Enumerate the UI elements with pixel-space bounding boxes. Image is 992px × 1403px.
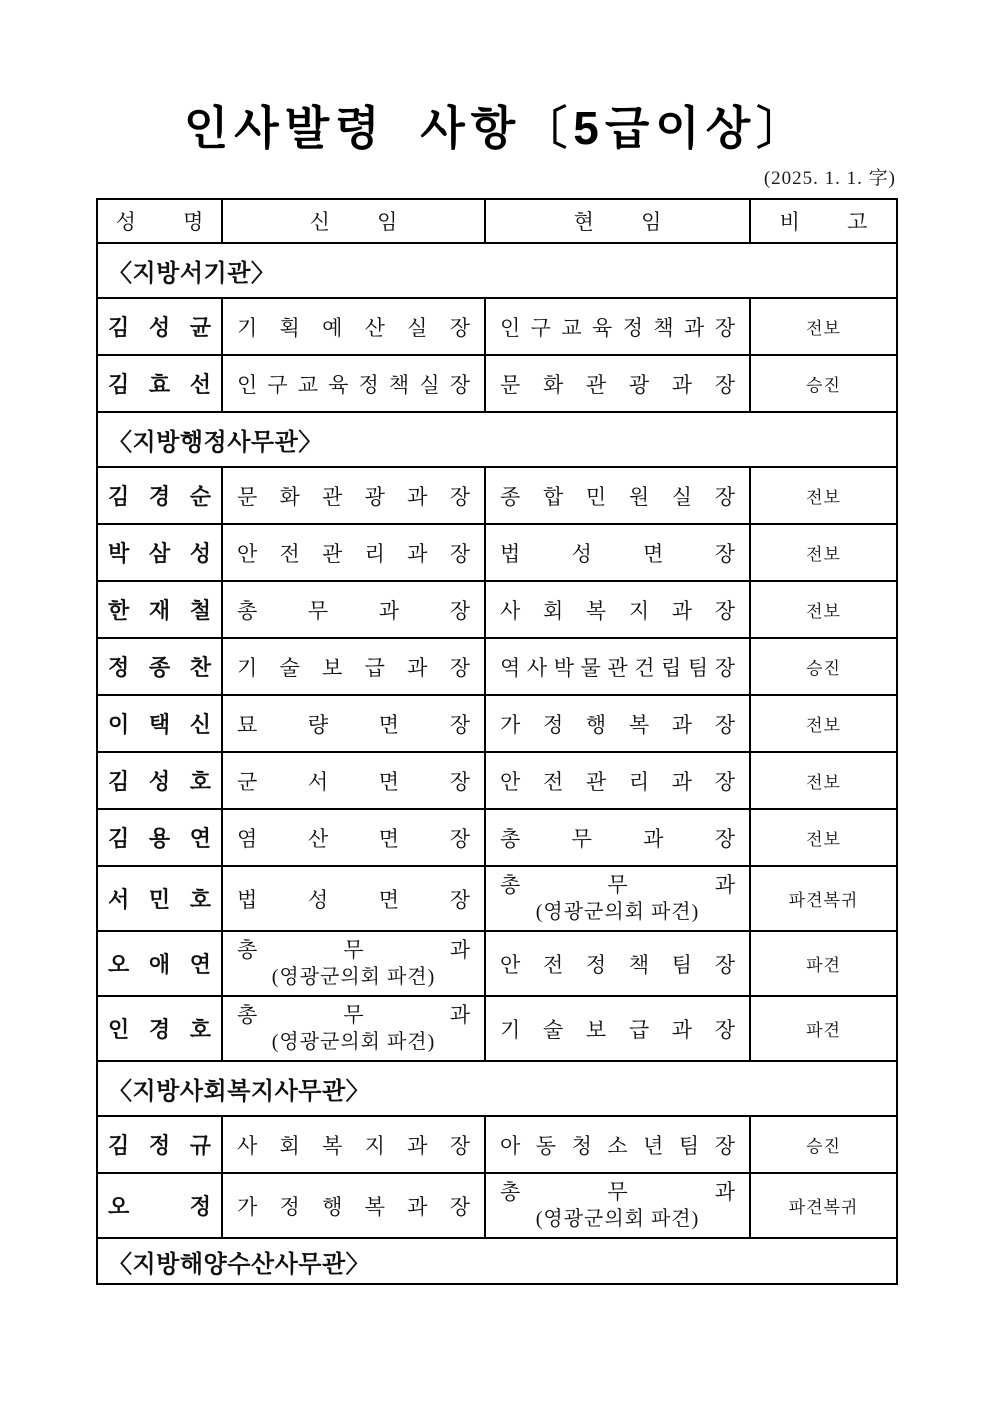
table-row [97,467,897,524]
name-cell: 한 재 철 [97,581,222,638]
name-cell: 김 정 규 [97,1116,222,1173]
dispatch-note-line: (영광군의회 파견) [271,1030,436,1053]
document-date: (2025. 1. 1. 字) [763,168,896,189]
current-position-cell: 종 합 민 원 실 장 [485,467,750,524]
table-row [97,1116,897,1173]
note-cell: 파견 [750,931,897,996]
name-cell: 오 애 연 [97,931,222,996]
note-cell: 전보 [750,695,897,752]
table-row [97,355,897,412]
new-position-cell: 인 구 교 육 정 책 실 장 [222,355,485,412]
section-row [97,412,897,467]
current-position-cell [485,1173,750,1238]
current-position-cell: 안 전 정 책 팀 장 [485,931,750,996]
current-position-cell: 안 전 관 리 과 장 [485,752,750,809]
note-cell: 파견복귀 [750,1173,897,1238]
personnel-table [96,198,898,1285]
table-row [97,931,897,996]
position-line: 총 무 과 [237,937,470,962]
current-position-cell: 총 무 과 장 [485,809,750,866]
section-row [97,1061,897,1116]
page-title: 인사발령 사항〔5급이상〕 [183,102,809,154]
position-line: 총 무 과 [500,872,735,897]
new-position-cell [222,931,485,996]
dispatch-note-line: (영광군의회 파견) [271,965,436,988]
note-cell: 전보 [750,524,897,581]
name-cell: 김 성 균 [97,298,222,355]
note-cell: 전보 [750,581,897,638]
new-position-cell: 기 술 보 급 과 장 [222,638,485,695]
note-cell: 전보 [750,752,897,809]
name-cell: 정 종 찬 [97,638,222,695]
current-position-cell: 가 정 행 복 과 장 [485,695,750,752]
table-row [97,1173,897,1238]
position-line: 총 무 과 [500,1179,735,1204]
new-position-cell: 사 회 복 지 과 장 [222,1116,485,1173]
column-header-note: 비 고 [750,199,897,243]
new-position-cell: 가 정 행 복 과 장 [222,1173,485,1238]
current-position-cell: 문 화 관 광 과 장 [485,355,750,412]
new-position-cell: 기 획 예 산 실 장 [222,298,485,355]
section-label: 〈지방사회복지사무관〉 [97,1061,897,1116]
section-row [97,243,897,298]
table-row [97,996,897,1061]
column-header-name: 성 명 [97,199,222,243]
current-position-cell: 인 구 교 육 정 책 과 장 [485,298,750,355]
table-row [97,809,897,866]
column-header-current-position: 현 임 [485,199,750,243]
name-cell: 김 경 순 [97,467,222,524]
dispatch-note-line: (영광군의회 파견) [535,1207,700,1230]
name-cell: 이 택 신 [97,695,222,752]
table-row [97,695,897,752]
current-position-cell: 기 술 보 급 과 장 [485,996,750,1061]
position-line: 총 무 과 [237,1002,470,1027]
table-row [97,638,897,695]
new-position-cell: 군 서 면 장 [222,752,485,809]
name-cell: 박 삼 성 [97,524,222,581]
note-cell: 전보 [750,467,897,524]
column-header-new-position: 신 임 [222,199,485,243]
table-header-row [97,199,897,243]
table-row [97,524,897,581]
table-row [97,752,897,809]
name-cell: 김 효 선 [97,355,222,412]
new-position-cell: 안 전 관 리 과 장 [222,524,485,581]
current-position-cell: 아 동 청 소 년 팀 장 [485,1116,750,1173]
note-cell: 승진 [750,638,897,695]
new-position-cell: 법 성 면 장 [222,866,485,931]
note-cell: 파견복귀 [750,866,897,931]
new-position-cell [222,996,485,1061]
new-position-cell: 문 화 관 광 과 장 [222,467,485,524]
section-row [97,1238,897,1284]
current-position-cell [485,866,750,931]
current-position-cell: 사 회 복 지 과 장 [485,581,750,638]
name-cell: 김 용 연 [97,809,222,866]
name-cell: 서 민 호 [97,866,222,931]
table-row [97,866,897,931]
new-position-cell: 총 무 과 장 [222,581,485,638]
section-label: 〈지방행정사무관〉 [97,412,897,467]
section-label: 〈지방서기관〉 [97,243,897,298]
table-row [97,298,897,355]
section-label: 〈지방해양수산사무관〉 [97,1238,897,1284]
name-cell: 김 성 호 [97,752,222,809]
name-cell: 인 경 호 [97,996,222,1061]
new-position-cell: 염 산 면 장 [222,809,485,866]
new-position-cell: 묘 량 면 장 [222,695,485,752]
note-cell: 승진 [750,355,897,412]
note-cell: 전보 [750,809,897,866]
current-position-cell: 역 사 박 물 관 건 립 팀 장 [485,638,750,695]
note-cell: 승진 [750,1116,897,1173]
name-cell: 오 정 [97,1173,222,1238]
note-cell: 파견 [750,996,897,1061]
note-cell: 전보 [750,298,897,355]
dispatch-note-line: (영광군의회 파견) [535,900,700,923]
table-row [97,581,897,638]
current-position-cell: 법 성 면 장 [485,524,750,581]
